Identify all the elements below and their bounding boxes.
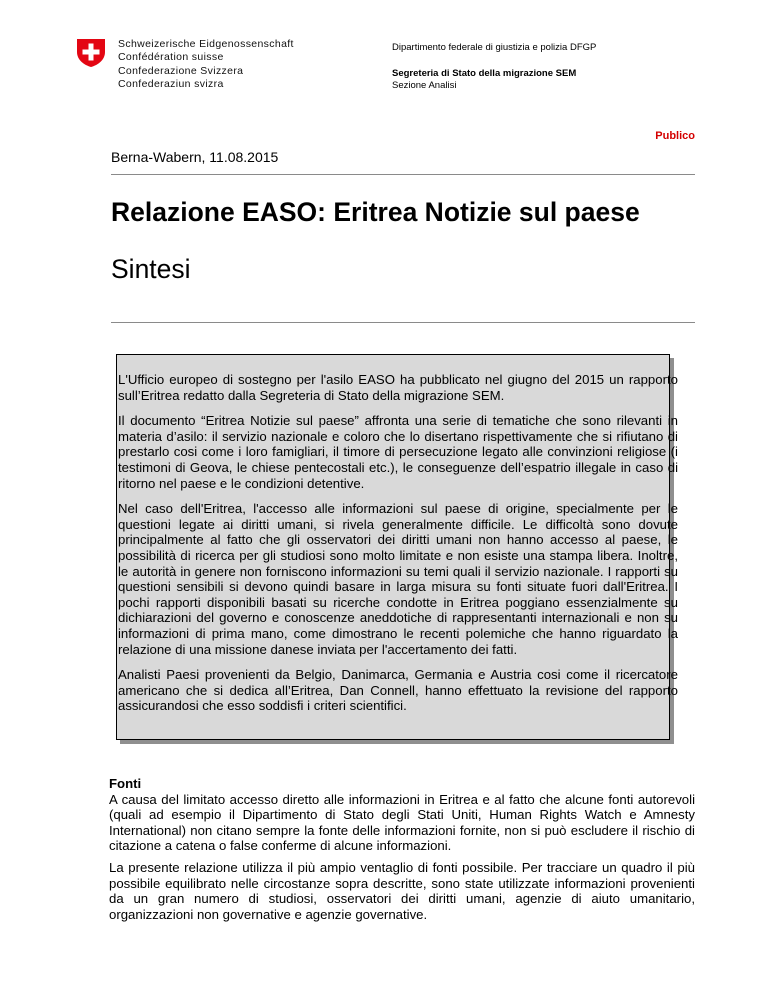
confederation-names	[118, 38, 294, 92]
summary-paragraph: L'Ufficio europeo di sostegno per l'asilo EASO ha pubblicato nel giugno del 2015 un rapporto sull’Eritrea redatto dalla Segreteria di Stato della migrazione SEM.	[118, 372, 678, 403]
document-title: Relazione EASO: Eritrea Notizie sul paese	[111, 197, 640, 227]
cross-horizontal	[83, 50, 100, 55]
name-romansh: Confederaziun svizra	[118, 78, 224, 91]
place-date: Berna-Wabern, 11.08.2015	[111, 149, 279, 165]
section-name: Sezione Analisi	[392, 80, 457, 91]
swiss-coat-of-arms-logo	[76, 38, 106, 68]
summary-paragraph: Il documento “Eritrea Notizie sul paese” affronta una serie di tematiche che sono rilevanti in materia d’asilo: il servizio nazionale e coloro che lo disertano rispettivamente che si rifiutano di prestarlo cosi come i loro famigliari, il timore di persecuzione legato alle convinzioni religiose (i testimoni di Geova, le chiese pentecostali etc.), le conseguenze dell’espatrio illegale in caso di ritorno nel paese e le condizioni detentive.	[118, 413, 678, 491]
name-french: Confédération suisse	[118, 51, 224, 64]
sources-paragraph: La presente relazione utilizza il più ampio ventaglio di fonti possibile. Per tracciare un quadro il più possibile equilibrato nelle circostanze sopra descritte, sono state utilizzate informazioni provenienti da un gran numero di studiosi, osservatori dei diritti umani, agenzie di aiuto umanitario, organizzazioni non governative e agenzie governative.	[109, 859, 695, 922]
secretariat-name: Segreteria di Stato della migrazione SEM	[392, 68, 577, 79]
sources-paragraph: A causa del limitato accesso diretto alle informazioni in Eritrea e al fatto che alcune fonti autorevoli (quali ad esempio il Dipartimento di Stato degli Stati Uniti, Human Rights Watch e Amnesty International) non citano sempre la fonte delle informazioni fornite, non si può escludere il rischio di citazione a catena o false conferme di alcune informazioni.	[109, 791, 695, 854]
sources-heading: Fonti	[109, 776, 142, 791]
name-italian: Confederazione Svizzera	[118, 64, 244, 77]
document-subtitle: Sintesi	[111, 254, 191, 284]
divider	[111, 322, 695, 323]
department-name: Dipartimento federale di giustizia e polizia DFGP	[392, 42, 597, 53]
sources-section	[109, 776, 695, 928]
divider	[111, 174, 695, 175]
name-german: Schweizerische Eidgenossenschaft	[118, 38, 294, 50]
summary-content	[118, 372, 678, 724]
summary-paragraph: Nel caso dell'Eritrea, l'accesso alle informazioni sul paese di origine, specialmente per le questioni legate ai diritti umani, si rivela generalmente difficile. Le difficoltà sono dovute principalmente al fatto che gli osservatori dei diritti umani non hanno accesso al paese, le possibilità di ricerca per gli studiosi sono molto limitate e non esiste una stampa libera. Inoltre, le autorità in genere non forniscono informazioni su temi quali il servizio nazionale. I rapporti su questioni sensibili si devono quindi basare in larga misura su fonti situate fuori dall'Eritrea. I pochi rapporti disponibili basati su ricerche condotte in Eritrea poggiano essenzialmente su dichiarazioni del governo e conoscenze aneddotiche di rappresentanti internazionali e non su informazioni di prima mano, come dimostrano le recenti polemiche che hanno riguardato la relazione di una missione danese inviata per l'accertamento dei fatti.	[118, 501, 678, 657]
summary-paragraph: Analisti Paesi provenienti da Belgio, Danimarca, Germania e Austria cosi come il ricercatore americano che si dedica all’Eritrea, Dan Connell, hanno effettuato la revisione del rapporto assicurandosi che esso soddisfi i criteri scientifici.	[118, 667, 678, 714]
classification-label: Publico	[655, 130, 695, 142]
